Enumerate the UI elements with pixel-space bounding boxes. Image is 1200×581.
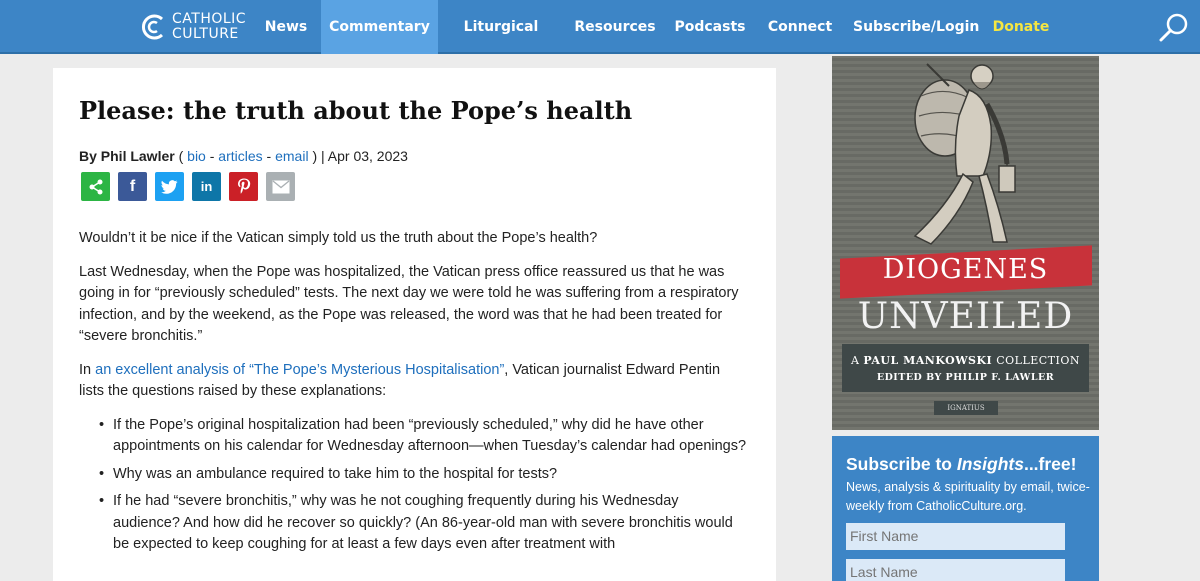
- questions-list: [101, 415, 749, 556]
- subscribe-heading: [846, 454, 1076, 475]
- logo-line-2: CULTURE: [172, 26, 239, 42]
- ad-subtitle-collection: COLLECTION: [996, 354, 1081, 367]
- twitter-icon: [161, 180, 178, 194]
- paragraph-3: [79, 360, 749, 403]
- list-item: • Why was an ambulance required to take him to the hospital for tests?: [101, 464, 749, 486]
- top-nav: [0, 0, 1200, 54]
- author-bio-link[interactable]: bio: [187, 148, 206, 164]
- ad-publisher: IGNATIUS: [934, 401, 998, 415]
- paragraph-3-pre: In: [79, 361, 96, 378]
- book-ad-banner[interactable]: [832, 56, 1099, 430]
- byline-sep-2: -: [262, 148, 276, 164]
- share-buttons: [81, 172, 295, 201]
- ad-subtitle-author: PAUL MANKOWSKI: [863, 354, 993, 367]
- share-button[interactable]: [81, 172, 110, 201]
- first-name-input[interactable]: [846, 523, 1065, 550]
- linkedin-icon: in: [200, 179, 213, 194]
- paragraph-3-post: , Vatican journalist Edward Pentin lists the questions raised by these explanations:: [79, 361, 721, 399]
- subscribe-heading-em: Insights: [956, 454, 1024, 474]
- nav-liturgical-year[interactable]: Liturgical: [463, 19, 539, 35]
- twitter-share-button[interactable]: [155, 172, 184, 201]
- facebook-icon: f: [129, 177, 136, 195]
- logo-line-1: CATHOLIC: [172, 11, 247, 27]
- author-articles-link[interactable]: articles: [218, 148, 263, 164]
- byline-date: ) | Apr 03, 2023: [308, 148, 408, 164]
- email-share-button[interactable]: [266, 172, 295, 201]
- byline: [79, 148, 408, 164]
- nav-subscribe-login[interactable]: Subscribe/Login: [853, 19, 980, 35]
- pentin-analysis-link[interactable]: an excellent analysis of “The Pope’s Mysterious Hospitalisation”: [95, 361, 505, 378]
- ad-subtitle: [832, 354, 1099, 367]
- subscribe-heading-post: ...free!: [1023, 454, 1077, 474]
- ad-subtitle-band: [842, 344, 1089, 392]
- paragraph-1: Wouldn’t it be nice if the Vatican simply told us the truth about the Pope’s health?: [79, 230, 598, 246]
- ad-editor: EDITED BY PHILIP F. LAWLER: [876, 372, 1055, 383]
- site-logo[interactable]: [140, 10, 246, 44]
- ad-subtitle-a: A: [850, 354, 860, 367]
- subscribe-description: News, analysis & spirituality by email, twice-weekly from CatholicCulture.org.: [846, 480, 1090, 513]
- nav-news[interactable]: News: [264, 19, 308, 35]
- logo-mark-icon: [140, 12, 166, 42]
- ad-title-1: DIOGENES: [882, 254, 1049, 285]
- ad-title-2: UNVEILED: [857, 296, 1074, 337]
- share-icon: [88, 179, 104, 195]
- paragraph-2: Last Wednesday, when the Pope was hospitalized, the Vatican press office reassured us that he was going in for “previously scheduled” tests. The next day we were told he was suffering from a respiratory infection, and by the weekend, as the Pope was released, the word was that he had been treated for “severe bronchitis.”: [79, 263, 739, 344]
- nav-commentary[interactable]: Commentary: [321, 0, 438, 54]
- subscribe-heading-pre: Subscribe to: [846, 454, 957, 474]
- diogenes-figure-illustration: [887, 56, 1047, 256]
- nav-podcasts[interactable]: Podcasts: [674, 19, 746, 35]
- pinterest-icon: [237, 178, 251, 196]
- author-email-link[interactable]: email: [275, 148, 309, 164]
- last-name-input[interactable]: [846, 559, 1065, 581]
- article-title: Please: the truth about the Pope’s health: [79, 96, 633, 125]
- list-item: • If he had “severe bronchitis,” why was he not coughing frequently during his Wednesday audience? And how did he recover so quickly? (An 86-year-old man with severe bronchitis would be expected to keep coughing for at least a few days even after treatment with: [101, 491, 749, 556]
- nav-resources[interactable]: Resources: [574, 19, 656, 35]
- subscribe-box: [832, 436, 1099, 581]
- search-button[interactable]: [1158, 12, 1190, 44]
- article-card: [53, 68, 776, 581]
- linkedin-share-button[interactable]: [192, 172, 221, 201]
- nav-connect[interactable]: Connect: [767, 19, 833, 35]
- author-name: By Phil Lawler: [79, 148, 175, 164]
- email-icon: [272, 180, 290, 194]
- search-icon: [1158, 12, 1190, 44]
- list-item: • If the Pope’s original hospitalization had been “previously scheduled,” why did he have other appointments on his calendar for Wednesday afternoon—when Tuesday’s calendar had openings?: [101, 415, 749, 458]
- pinterest-share-button[interactable]: [229, 172, 258, 201]
- byline-open: (: [174, 148, 188, 164]
- article-body: [79, 228, 749, 562]
- nav-donate[interactable]: Donate: [992, 19, 1050, 35]
- logo-text: [172, 12, 246, 42]
- byline-sep-1: -: [205, 148, 219, 164]
- facebook-share-button[interactable]: [118, 172, 147, 201]
